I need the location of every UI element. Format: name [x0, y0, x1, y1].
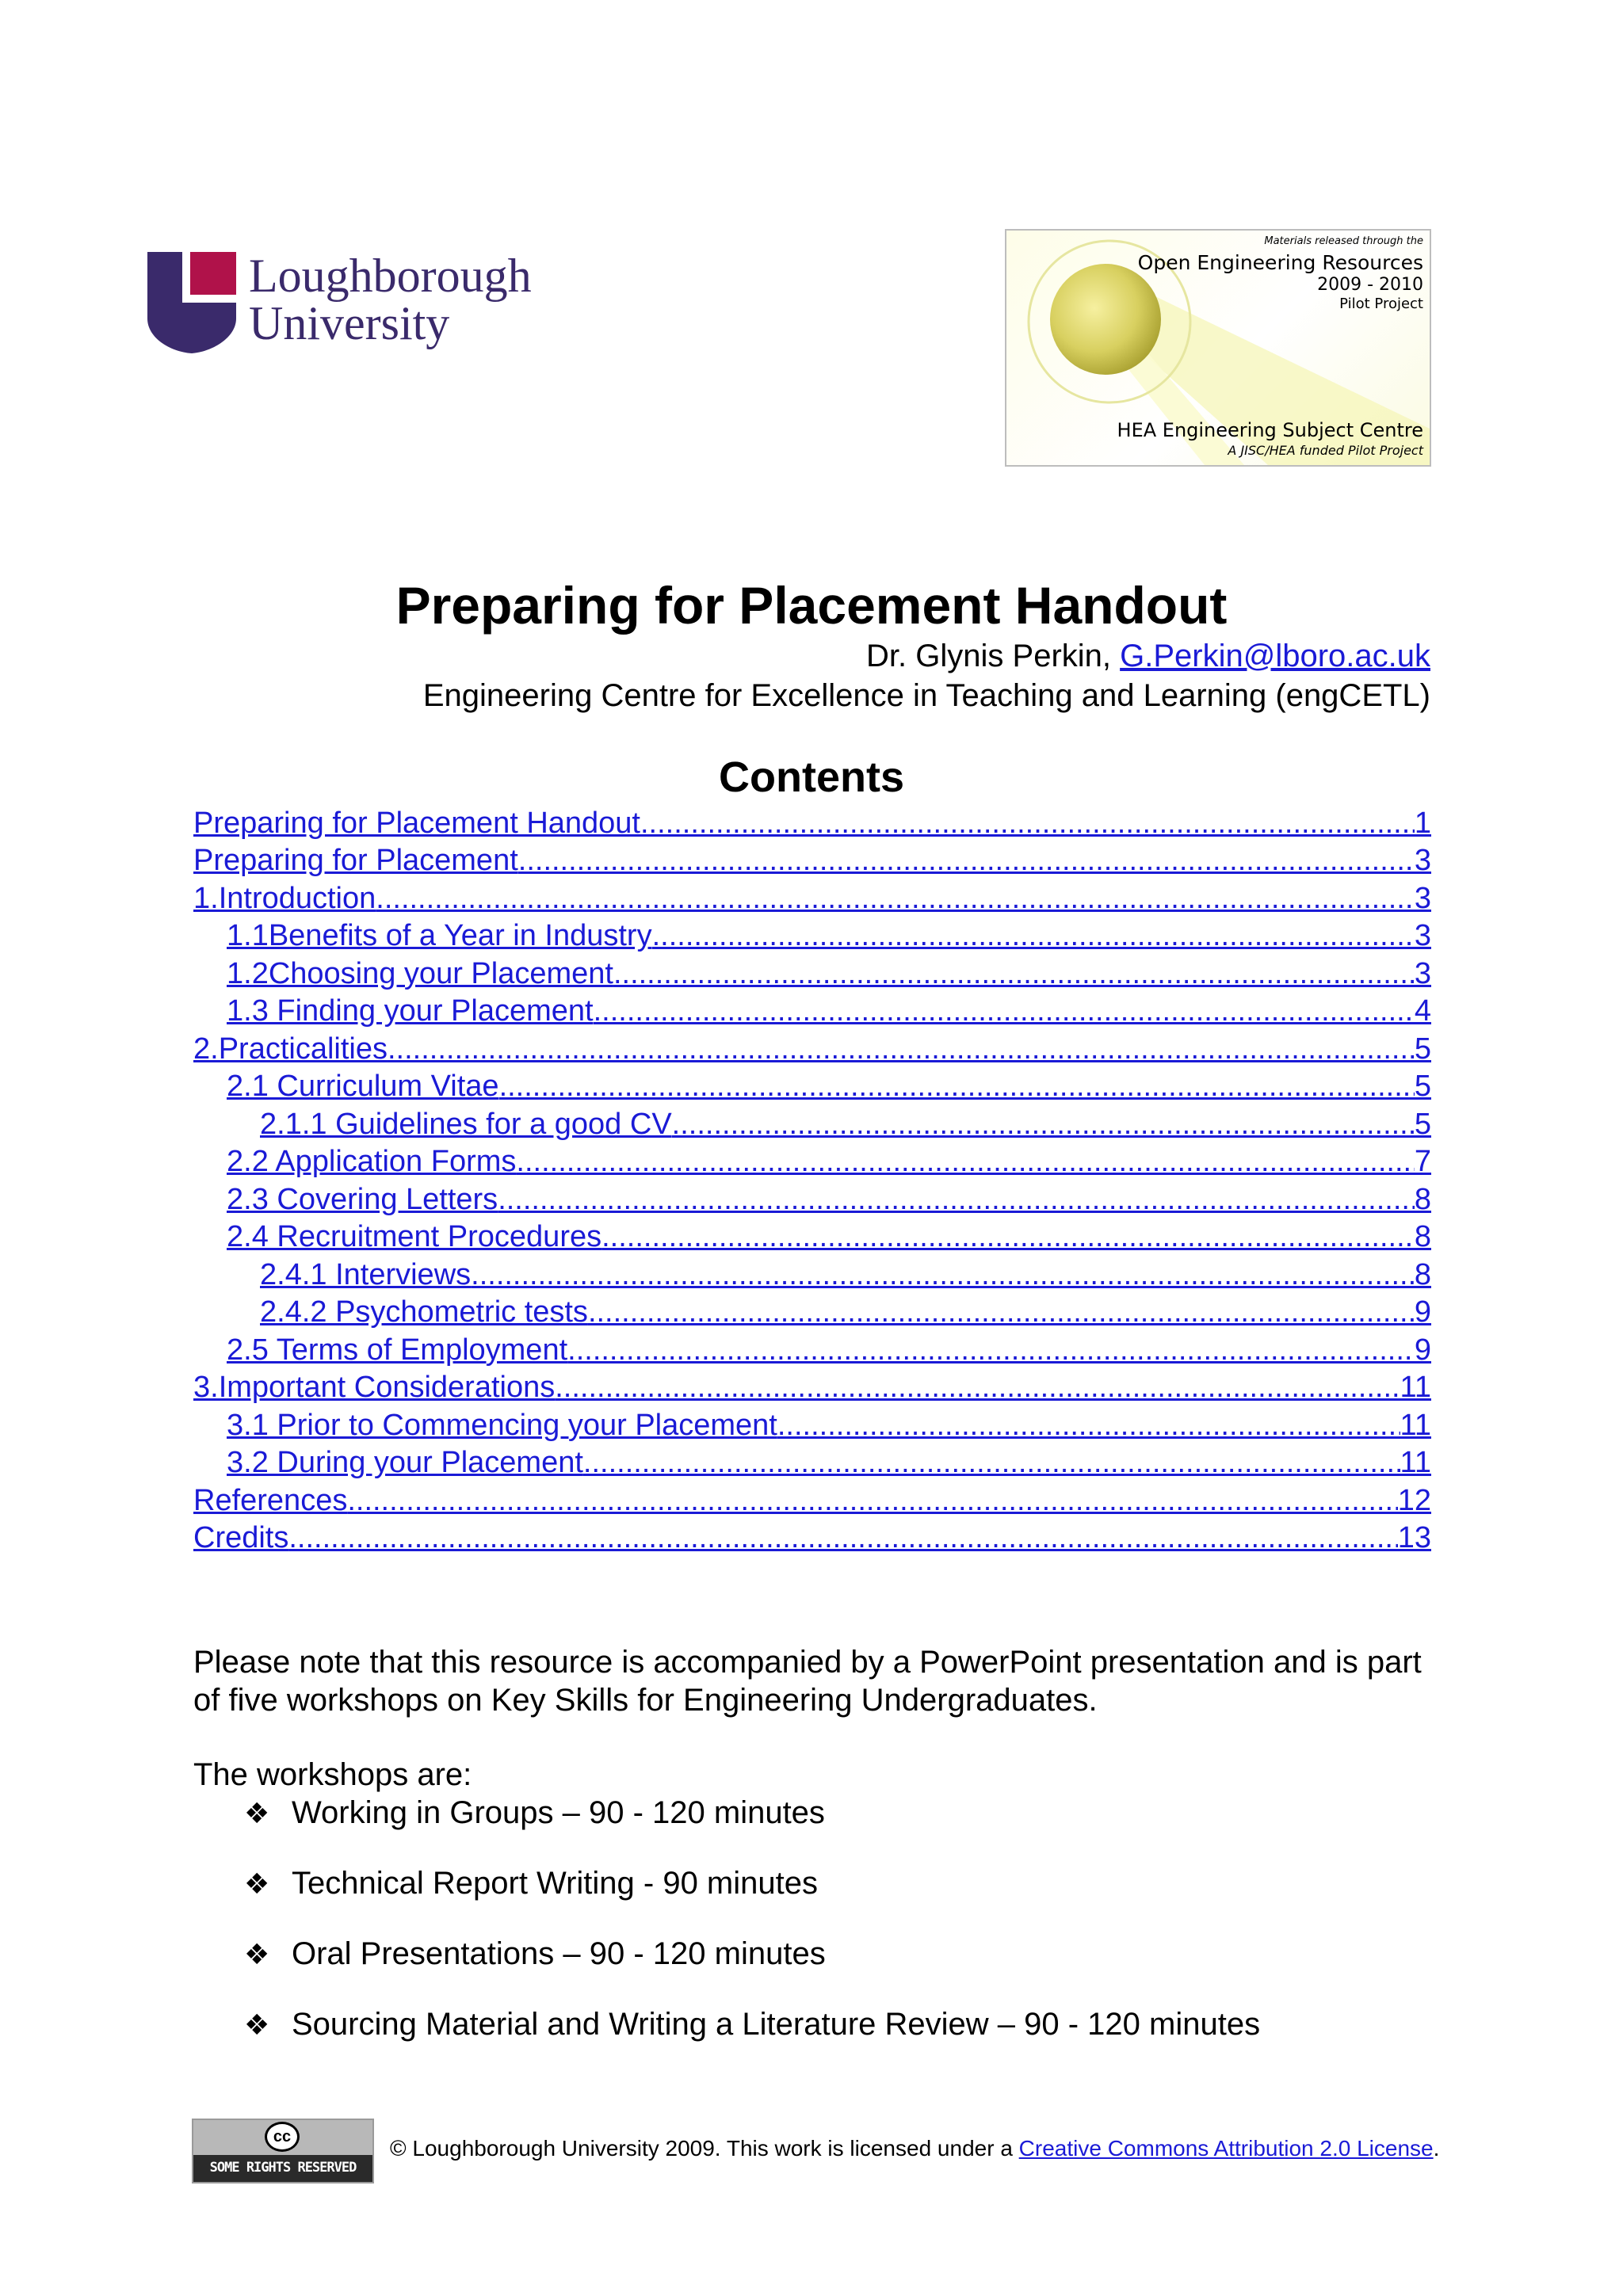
bullet-icon: ❖ [244, 1939, 270, 1971]
toc-leader-dots [347, 1484, 1397, 1518]
toc-entry-title: 2.Practicalities [193, 1032, 388, 1066]
list-item [244, 1864, 818, 1904]
cc-badge-label: SOME RIGHTS RESERVED [209, 2160, 357, 2176]
toc-entry[interactable] [193, 1329, 1431, 1367]
toc-leader-dots [555, 1371, 1400, 1405]
toc-leader-dots [583, 1446, 1400, 1480]
toc-leader-dots [672, 1108, 1415, 1142]
toc-entry[interactable] [193, 1292, 1431, 1330]
toc-entry-title: 1.Introduction [193, 881, 376, 915]
toc-entry-title: 2.2 Application Forms [227, 1145, 517, 1178]
toc-page-number: 13 [1397, 1521, 1431, 1554]
toc-page-number: 8 [1414, 1220, 1431, 1253]
toc-page-number: 8 [1414, 1257, 1431, 1291]
toc-entry-title: 3.2 During your Placement [227, 1446, 583, 1479]
bullet-icon: ❖ [244, 2009, 270, 2042]
toc-entry[interactable] [193, 953, 1431, 991]
bullet-icon: ❖ [244, 1798, 270, 1830]
oer-badge [1005, 229, 1431, 467]
list-item [244, 1935, 826, 1974]
toc-leader-dots [388, 1032, 1415, 1066]
resource-note: Please note that this resource is accompanied by a PowerPoint presentation and is part of five workshops on Key Skills for Engineering Undergraduates. [193, 1645, 1422, 1718]
toc-leader-dots [567, 1333, 1415, 1367]
author-email-link[interactable]: G.Perkin@lboro.ac.uk [1120, 639, 1430, 673]
toc-page-number: 3 [1414, 919, 1431, 952]
toc-entry-title: 3.Important Considerations [193, 1371, 556, 1404]
toc-page-number: 5 [1414, 1070, 1431, 1103]
toc-page-number: 11 [1400, 1446, 1431, 1479]
toc-leader-dots [613, 957, 1415, 991]
toc-entry-title: 2.5 Terms of Employment [227, 1333, 568, 1367]
toc-leader-dots [471, 1258, 1415, 1292]
toc-entry[interactable] [193, 1254, 1431, 1292]
toc-leader-dots [288, 1521, 1397, 1555]
toc-leader-dots [652, 919, 1415, 953]
shield-icon [147, 252, 236, 353]
toc-leader-dots [588, 1295, 1415, 1329]
toc-entry[interactable] [193, 1405, 1431, 1443]
toc-entry[interactable] [193, 1028, 1431, 1066]
toc-entry[interactable] [193, 1142, 1431, 1180]
toc-entry[interactable] [193, 1480, 1431, 1518]
toc-entry[interactable] [193, 1443, 1431, 1481]
toc-entry-title: 2.1 Curriculum Vitae [227, 1070, 499, 1103]
toc-entry[interactable] [193, 1104, 1431, 1142]
toc-leader-dots [640, 807, 1415, 841]
toc-entry-title: 1.3 Finding your Placement [227, 994, 594, 1028]
workshops-intro: The workshops are: [193, 1757, 472, 1792]
workshop-label: Sourcing Material and Writing a Literature Review – 90 - 120 minutes [292, 2007, 1261, 2042]
toc-entry[interactable] [193, 1367, 1431, 1405]
toc-page-number: 11 [1400, 1371, 1431, 1404]
list-item [244, 1794, 825, 1833]
toc-page-number: 11 [1400, 1408, 1431, 1442]
toc-entry[interactable] [193, 916, 1431, 954]
toc-entry-title: 2.4.1 Interviews [260, 1257, 472, 1291]
toc-entry-title: 2.1.1 Guidelines for a good CV [260, 1107, 672, 1141]
cc-license-badge[interactable] [192, 2119, 374, 2183]
toc-entry[interactable] [193, 878, 1431, 916]
toc-entry[interactable] [193, 1179, 1431, 1217]
creative-commons-icon: cc [265, 2122, 300, 2152]
toc-page-number: 12 [1397, 1483, 1431, 1517]
footer-suffix: . [1433, 2136, 1440, 2161]
footer-copyright: © Loughborough University 2009. This work is licensed under a [390, 2136, 1019, 2161]
oer-line4: Pilot Project [1339, 296, 1423, 312]
toc-leader-dots [777, 1409, 1400, 1443]
toc-page-number: 7 [1414, 1145, 1431, 1178]
author-name: Dr. Glynis Perkin, [866, 639, 1121, 673]
toc-page-number: 3 [1414, 881, 1431, 915]
workshop-label: Working in Groups – 90 - 120 minutes [292, 1795, 825, 1830]
contents-heading: Contents [719, 753, 904, 801]
workshop-label: Oral Presentations – 90 - 120 minutes [292, 1936, 826, 1971]
logo-line1: Loughborough [249, 250, 532, 302]
toc-leader-dots [498, 1183, 1415, 1217]
toc-leader-dots [516, 1145, 1414, 1179]
toc-leader-dots [601, 1220, 1415, 1254]
toc-entry-title: 3.1 Prior to Commencing your Placement [227, 1408, 777, 1442]
logo-line2: University [249, 297, 450, 349]
toc-page-number: 8 [1414, 1182, 1431, 1216]
oer-line2: Open Engineering Resources [1137, 251, 1423, 274]
toc-entry-title: Preparing for Placement [193, 844, 518, 877]
author-line [866, 639, 1430, 674]
toc-entry-title: 2.4.2 Psychometric tests [260, 1295, 588, 1329]
toc-entry-title: Credits [193, 1521, 289, 1554]
toc-entry[interactable] [193, 803, 1431, 841]
toc-entry[interactable] [193, 1217, 1431, 1255]
oer-line6: A JISC/HEA funded Pilot Project [1228, 443, 1423, 458]
footer-license [390, 2136, 1439, 2161]
toc-entry-title: 2.4 Recruitment Procedures [227, 1220, 602, 1253]
toc-page-number: 3 [1414, 956, 1431, 990]
toc-leader-dots [376, 882, 1415, 916]
toc-page-number: 9 [1414, 1295, 1431, 1329]
toc-page-number: 4 [1414, 994, 1431, 1028]
toc-page-number: 5 [1414, 1107, 1431, 1141]
toc-entry-title: References [193, 1483, 348, 1517]
oer-line5: HEA Engineering Subject Centre [1117, 419, 1423, 441]
table-of-contents [193, 803, 1431, 1555]
toc-page-number: 1 [1414, 806, 1431, 840]
affiliation: Engineering Centre for Excellence in Teaching and Learning (engCETL) [422, 678, 1430, 713]
toc-entry[interactable] [193, 1066, 1431, 1104]
toc-entry[interactable] [193, 1518, 1431, 1556]
toc-leader-dots [594, 994, 1415, 1028]
bullet-icon: ❖ [244, 1868, 270, 1901]
document-title: Preparing for Placement Handout [395, 576, 1228, 635]
toc-entry-title: 2.3 Covering Letters [227, 1182, 498, 1216]
toc-entry-title: 1.2Choosing your Placement [227, 956, 613, 990]
oer-line1: Materials released through the [1264, 235, 1423, 247]
workshop-label: Technical Report Writing - 90 minutes [292, 1866, 818, 1901]
list-item [244, 2005, 1260, 2045]
toc-page-number: 3 [1414, 844, 1431, 877]
toc-entry-title: 1.1Benefits of a Year in Industry [227, 919, 652, 952]
toc-leader-dots [499, 1070, 1415, 1104]
license-link[interactable]: Creative Commons Attribution 2.0 License [1018, 2136, 1434, 2161]
toc-entry[interactable] [193, 991, 1431, 1029]
toc-leader-dots [518, 844, 1415, 878]
university-logo [147, 252, 591, 355]
toc-page-number: 9 [1414, 1333, 1431, 1367]
toc-entry[interactable] [193, 841, 1431, 879]
toc-page-number: 5 [1414, 1032, 1431, 1066]
oer-line3: 2009 - 2010 [1317, 275, 1423, 295]
toc-entry-title: Preparing for Placement Handout [193, 806, 640, 840]
